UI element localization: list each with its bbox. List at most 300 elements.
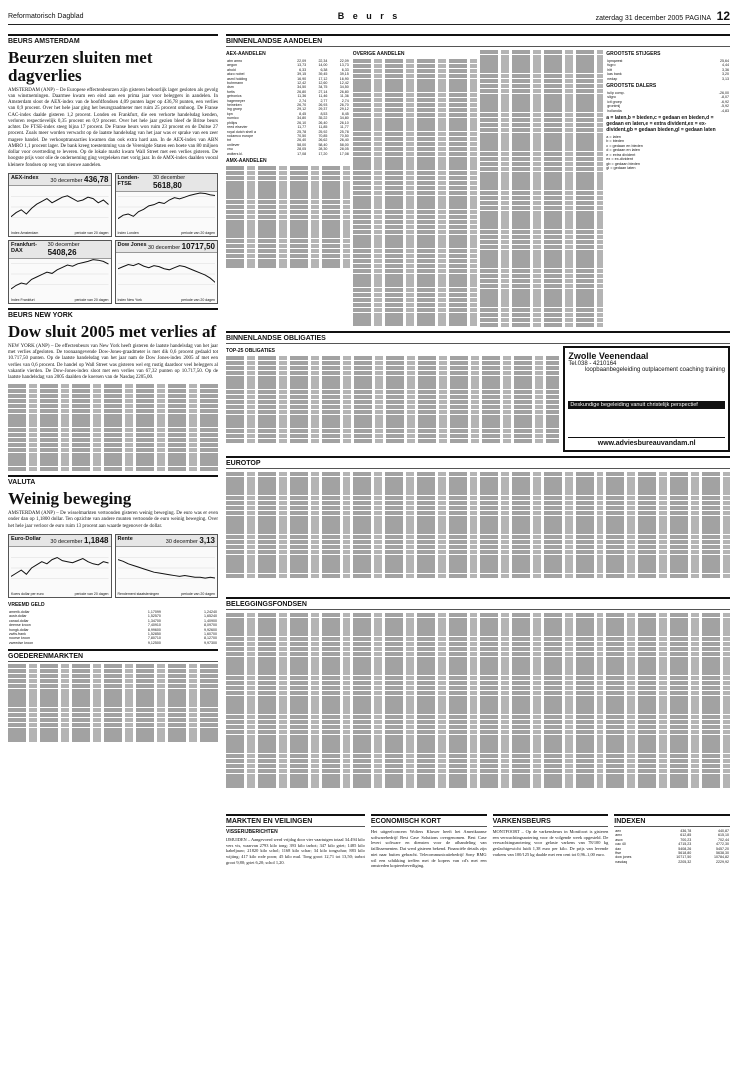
economisch-text: Het uitgeefconcern Wolters Kluwer heeft het Amerikaanse softwarebedrijf Best Case Solutions overgenomen. Best Case levert software en diensten voor de afhandeling van faillissementen. Dat werd gisteren bekend. Financiële details zijn niet naar buiten gebracht. Telecommunicatiebedrijf Sony BMG wil een schikking treffen met de kopers van cd's met een omstreden kopieerbeveiliging. (370, 829, 487, 869)
fine-print-line (480, 50, 604, 54)
fine-print-line (480, 525, 604, 529)
fine-print-line (353, 118, 477, 122)
fine-print-line (226, 778, 350, 782)
aex-row: philips 26,10 26,40 26,10 (227, 120, 349, 125)
fine-print-line (480, 730, 604, 734)
fine-print-line (480, 157, 604, 161)
fine-print-line (606, 632, 730, 636)
fine-print-line (226, 647, 350, 651)
eurotop-col-1 (226, 471, 350, 593)
right-area (226, 30, 730, 1060)
fine-print-line (226, 618, 350, 622)
fine-print-line (226, 356, 559, 360)
daler-row: tulip comp. -26,00 (607, 91, 729, 96)
amsterdam-headline: Beurzen sluiten met dagverlies (8, 48, 153, 85)
fine-print-line (480, 632, 604, 636)
fine-print-line (480, 671, 604, 675)
fine-print-line (353, 700, 477, 704)
fondsen-col-3 (480, 612, 604, 810)
fine-print-line (353, 288, 477, 292)
fine-print-line (353, 525, 477, 529)
fine-print-line (353, 98, 477, 102)
aex-row: wolters kl. 17,08 17,20 17,08 (227, 151, 349, 156)
fine-print-line (353, 764, 477, 768)
fine-print-line (606, 622, 730, 626)
chart-value: 436,78 (84, 174, 109, 184)
stijger-row: hitt 3,36 (607, 67, 729, 72)
fine-print-line (226, 361, 559, 365)
fine-print-line (606, 661, 730, 665)
chart-source: Koers dollar per euro (11, 591, 44, 596)
chart-dax (8, 240, 112, 304)
fine-print-line (606, 764, 730, 768)
fine-print-line (606, 696, 730, 700)
fine-print-line (226, 486, 350, 490)
fine-print-line (480, 744, 604, 748)
fine-print-line (480, 696, 604, 700)
fine-print-line (226, 637, 350, 641)
fine-print-line (480, 759, 604, 763)
fine-print-line (480, 128, 604, 132)
obligaties-grid (226, 346, 730, 452)
fine-print-line (226, 705, 350, 709)
fine-print-line (353, 754, 477, 758)
valuta-body: AMSTERDAM (ANP) – De wisselmarkten vertoonden gisteren weinig beweging. De euro was er even onder dan op 1,1800 dollar. Ten opzichte van andere munten vertoonde de euro weinig beweging. Over het hele jaar verloor de euro ruim 13 procent aan waarde tegenover de dollar. (8, 511, 218, 529)
fine-print-line (480, 79, 604, 83)
chart-title: Dow Jones (117, 241, 147, 248)
valuta-row: deense kroon 7,40910 8,09700 (9, 623, 217, 628)
fine-print-line (353, 215, 477, 219)
fine-print-line (480, 186, 604, 190)
fine-print-line (480, 501, 604, 505)
fine-print-line (353, 725, 477, 729)
ad-phone: Tel.038 - 4210164 (568, 361, 617, 367)
fine-print-line (480, 540, 604, 544)
fine-print-line (226, 730, 350, 734)
fine-print-line (606, 749, 730, 753)
fine-print-line (480, 289, 604, 293)
fine-print-line (353, 244, 477, 248)
fine-print-line (226, 642, 350, 646)
aex-column (226, 49, 350, 328)
fine-print-line (606, 559, 730, 563)
fine-print-line (480, 481, 604, 485)
fine-print-line (606, 739, 730, 743)
fine-print-line (480, 666, 604, 670)
chart-period: periode van 20 dagen (181, 297, 215, 302)
chart-value: 5618,80 (152, 180, 182, 190)
fine-print-line (480, 196, 604, 200)
valuta-row: austr.dollar 1,52570 1,65240 (9, 614, 217, 619)
fine-print-line (480, 681, 604, 685)
fine-print-line (606, 574, 730, 578)
aex-row: tnt 26,40 26,62 26,40 (227, 138, 349, 143)
fine-print-line (480, 108, 604, 112)
fine-print-line (480, 313, 604, 317)
fine-print-line (353, 74, 477, 78)
chart-title: AEX-index (11, 174, 39, 181)
afkorting-item: e = extra divident (606, 152, 636, 157)
fine-print-line (480, 472, 604, 476)
fine-print-line (226, 555, 350, 559)
valuta-headline: Weinig beweging (8, 489, 132, 509)
fine-print-line (480, 574, 604, 578)
fine-print-line (353, 516, 477, 520)
aex-heading: AEX-AANDELEN (226, 51, 266, 57)
fine-print-line (353, 472, 477, 476)
chart-source: Index Frankfurt (11, 297, 35, 302)
fine-print-line (226, 749, 350, 753)
fine-print-line (606, 525, 730, 529)
fine-print-line (480, 137, 604, 141)
fine-print-line (226, 395, 559, 399)
markten-heading: MARKTEN EN VEILINGEN (226, 814, 365, 827)
fine-print-line (480, 264, 604, 268)
chart-source: Rendement staatsleningen (117, 591, 160, 596)
fine-print-line (353, 501, 477, 505)
chart-date: 30 december (147, 244, 181, 251)
fine-print-line (353, 210, 477, 214)
fine-print-line (480, 754, 604, 758)
fine-print-line (606, 618, 730, 622)
fine-print-line (480, 318, 604, 322)
fine-print-line (353, 239, 477, 243)
fine-print-line (353, 574, 477, 578)
fine-print-line (606, 481, 730, 485)
fine-print-line (353, 157, 477, 161)
fine-print-line (606, 735, 730, 739)
fine-print-line (353, 196, 477, 200)
chart-value: 3,13 (199, 535, 215, 545)
fine-print-line (606, 520, 730, 524)
aex-row: dsm 34,50 34,75 34,50 (227, 85, 349, 90)
fine-print-line (226, 491, 350, 495)
fine-print-line (353, 627, 477, 631)
fine-print-line (480, 710, 604, 714)
fine-print-line (480, 778, 604, 782)
fine-print-line (480, 69, 604, 73)
varkensbeurs-heading: VARKENSBEURS (493, 814, 609, 827)
economisch-section (371, 810, 487, 869)
fine-print-line (353, 298, 477, 302)
fine-print-line (480, 506, 604, 510)
index-row: dax 5408,26 5457,20 (615, 846, 729, 851)
chart-source: Index New York (117, 297, 142, 302)
afkorting-item: c = gedaan en bieden (606, 143, 643, 148)
fine-print-line (226, 613, 350, 617)
fine-print-line (226, 696, 350, 700)
fine-print-line (353, 303, 477, 307)
amx-heading: AMX-AANDELEN (226, 157, 267, 164)
fine-print-line (353, 774, 477, 778)
fine-print-line (226, 535, 350, 539)
fine-print-line (480, 181, 604, 185)
fine-print-line (480, 564, 604, 568)
advertisement[interactable] (563, 346, 730, 452)
fine-print-line (353, 691, 477, 695)
fine-print-line (353, 661, 477, 665)
fine-print-line (226, 622, 350, 626)
fine-print-line (606, 516, 730, 520)
fine-print-line (480, 147, 604, 151)
aex-row: ahold 6,33 6,38 6,33 (227, 67, 349, 72)
fine-print-line (606, 472, 730, 476)
fine-print-line (226, 764, 350, 768)
valuta-row: zwits.frank 1,52850 1,60700 (9, 631, 217, 636)
fine-print-line (353, 564, 477, 568)
fine-print-line (606, 530, 730, 534)
markten-section (226, 810, 365, 869)
fine-print-line (353, 171, 477, 175)
chart-period: periode van 20 dagen (181, 230, 215, 235)
fine-print-line (226, 525, 350, 529)
chart-plot (118, 547, 216, 589)
fine-print-line (226, 783, 350, 787)
fine-print-line (480, 520, 604, 524)
fine-print-line (480, 176, 604, 180)
fine-print-line (606, 657, 730, 661)
fine-print-line (480, 235, 604, 239)
fine-print-line (606, 477, 730, 481)
daler-row: sligro -8,07 (607, 95, 729, 100)
fine-print-line (353, 486, 477, 490)
chart-date: 30 december (152, 174, 186, 181)
fine-print-line (353, 632, 477, 636)
chart-series-line (11, 196, 109, 217)
amsterdam-body: AMSTERDAM (ANP) – De Europese effectenbeurzen zijn gisteren behoorlijk lager gesloten als gevolg van winstnemingen. Daarmee kwam een eind aan een prima jaar voor beleggers in aandelen. In Amsterdam sloot de AEX-index van de hoofdfondsen 4,09 punten lager op 436,78 punten, een verlies van 0,9 procent. Over het hele jaar ging het beursgraadmeter met ruim 25 procent omhoog. De Franse CAC-index daalde gisteren 1,2 procent. Londen en Frankfurt, die een verkorte handelsdag kenden, verloren respectievelijk 0,35 procent en 0,9 procent. Over het hele jaar gezien bleef de Britse beurs achter. De FTSE-index steeg bijna 17 procent. De Franse beurs won ruim 23 procent en de Duitse 27 procent. Zoals meer worden verwacht op de laatste handelsdag van het jaar was er sprake van een zeer magere handel. De verkooptransacties kwamen dan ook extra hard aan. In de AEX-index van ABN AMRO 1,1 procent lager. De bank kreeg toestemming van de Verenigde Staten een boete van 80 miljoen dollar voor overtreding te leveren. Op de lokale markt kwam Wall Street met een verlies gisteren. De hoogste prijs voor olie de onderneming ging vergeleken met vorig jaar. In de AMX-index daalden vooral kleinere fondsen op weg van nieuwe aandelen. (8, 87, 218, 168)
ad-tagline: loopbaanbegeleiding outplacement coaching training (584, 367, 725, 373)
fine-print-line (353, 317, 477, 321)
fine-print-line (353, 676, 477, 680)
fine-print-line (226, 434, 559, 438)
fine-print-line (353, 783, 477, 787)
graadmeters-column (606, 49, 730, 328)
fine-print-line (606, 613, 730, 617)
fine-print-line (353, 132, 477, 136)
fine-print-line (480, 259, 604, 263)
fine-print-line (480, 749, 604, 753)
fine-print-line (480, 162, 604, 166)
fine-print-line (480, 627, 604, 631)
fine-print-line (353, 550, 477, 554)
lokale-column (480, 49, 604, 328)
chart-title: Londen-FTSE (117, 174, 140, 187)
fine-print-line (480, 491, 604, 495)
fine-print-line (353, 759, 477, 763)
fine-print-line (226, 390, 559, 394)
fine-print-line (353, 778, 477, 782)
fine-print-line (226, 501, 350, 505)
fine-print-line (353, 142, 477, 146)
fine-print-line (480, 496, 604, 500)
vreemd-geld-table (8, 610, 218, 645)
top25-heading: TOP-25 OBLIGATIES (226, 348, 275, 354)
fine-print-line (353, 705, 477, 709)
fine-print-line (353, 64, 477, 68)
fine-print-line (226, 424, 559, 428)
fondsen-col-2 (353, 612, 477, 810)
fine-print-line (480, 250, 604, 254)
fine-print-line (353, 744, 477, 748)
fine-print-line (353, 83, 477, 87)
index-row: cac 40 4715,23 4772,30 (615, 842, 729, 847)
fine-print-line (353, 283, 477, 287)
overige-filler (353, 59, 477, 326)
fine-print-line (480, 74, 604, 78)
fine-print-line (480, 167, 604, 171)
fine-print-line (226, 652, 350, 656)
valuta-row: zweedse kroon 9,12500 9,97300 (9, 640, 217, 645)
afkortingen-list (606, 135, 730, 170)
markten-text: IJMUIDEN – Aangevoerd werd vrijdag door vier vaartuigen totaal 34.494 kilo vers vis, waarvan 2793 kilo tong; 393 kilo tarbot; 347 kilo griet; 1485 kilo kabeljauw; 21820 kilo schol; 1168 kilo schar; 34 kilo tongschar; 883 kilo wijting; 417 kilo rode poon; 45 kilo mul. Tong groot 12,71 tot 13,50; tarbot groot 9,80; griet 6,20; schol 1,20. (226, 837, 365, 865)
fine-print-line (480, 323, 604, 327)
newyork-filler (8, 384, 218, 471)
fine-print-line (606, 550, 730, 554)
afkorting-item: gb = gedaan bieden (606, 161, 640, 166)
stijgers-heading: GROOTSTE STIJGERS (606, 51, 661, 57)
chart-series-line (118, 263, 216, 282)
page-number: 12 (716, 9, 731, 23)
varkensbeurs-section (493, 810, 609, 869)
obligaties-tables (226, 346, 559, 452)
fine-print-line (480, 103, 604, 107)
fine-print-line (353, 496, 477, 500)
fine-print-line (480, 225, 604, 229)
valuta-charts (8, 534, 218, 598)
chart-period: periode van 20 dagen (74, 297, 109, 302)
index-row: ascx 700,23 702,44 (615, 837, 729, 842)
aex-row: abn amro 22,09 22,34 22,09 (227, 59, 349, 63)
ad-url[interactable]: www.adviesbureauvandam.nl (568, 437, 725, 447)
fine-print-line (226, 661, 350, 665)
fine-print-line (606, 564, 730, 568)
fine-print-line (226, 439, 559, 443)
fine-print-line (226, 481, 350, 485)
chart-series-line (11, 557, 109, 576)
aex-row: asml holding 16,90 17,12 16,90 (227, 76, 349, 81)
fine-print-line (353, 696, 477, 700)
aex-row: vnu 28,05 28,30 28,05 (227, 147, 349, 152)
fine-print-line (480, 84, 604, 88)
fine-print-line (353, 225, 477, 229)
chart-plot (118, 186, 216, 228)
aex-row: royal dutch shell a 25,78 25,92 25,78 (227, 129, 349, 134)
fine-print-line (226, 725, 350, 729)
fine-print-line (353, 103, 477, 107)
fine-print-line (480, 206, 604, 210)
fine-print-line (353, 108, 477, 112)
aex-row: numico 34,80 35,22 34,80 (227, 116, 349, 121)
fine-print-line (353, 147, 477, 151)
newyork-body: NEW YORK (ANP) – De effectenbeurs van New York heeft gisteren de laatste handelsdag van het jaar met verlies afgesloten. De toonaangevende Dow-Jones-graadmeter is met dik 0,6 procent gedaald tot 10.717,50 punten. Op de laatste handelsdag van het jaar nam de Dow Jones-index 2005 af met een verlies van 0,6 procent. De handel op Wall Street was gisteren wel erg rustig daardoor veel beleggers al vakantie vierden. De Dow-Jones-index sloot met een verlies van 67,32 punten op 10.717,50. Op de laatste handelsdag van 2005 daalden de koersen van de Nasdaq 2205,00. (8, 343, 218, 381)
aex-row: buhrmann 12,42 12,60 12,42 (227, 81, 349, 86)
fine-print-line (606, 666, 730, 670)
fine-print-line (480, 550, 604, 554)
indexen-heading: INDEXEN (614, 814, 730, 827)
fine-print-line (226, 657, 350, 661)
fine-print-line (353, 671, 477, 675)
fine-print-line (480, 559, 604, 563)
fine-print-line (480, 274, 604, 278)
fine-print-line (353, 254, 477, 258)
fine-print-line (606, 545, 730, 549)
fine-print-line (480, 191, 604, 195)
chart-rente (115, 534, 219, 598)
newyork-headline: Dow sluit 2005 met verlies af (8, 321, 217, 341)
beleggingsfondsen-heading: BELEGGINGSFONDSEN (226, 597, 730, 610)
chart-title: Euro-Dollar (11, 535, 41, 542)
fine-print-line (353, 122, 477, 126)
fine-print-line (226, 720, 350, 724)
indexen-section (614, 810, 730, 869)
fine-print-line (226, 477, 350, 481)
section-name: B e u r s (337, 11, 401, 21)
fine-print-line (226, 545, 350, 549)
fine-print-line (606, 759, 730, 763)
fine-print-line (226, 530, 350, 534)
fine-print-line (353, 545, 477, 549)
fine-print-line (480, 142, 604, 146)
ad-title: Zwolle Veenendaal (568, 351, 649, 361)
fine-print-line (480, 657, 604, 661)
fine-print-line (353, 642, 477, 646)
fine-print-line (353, 666, 477, 670)
fine-print-line (606, 783, 730, 787)
goederenmarkten-heading: GOEDERENMARKTEN (8, 649, 218, 662)
fine-print-line (480, 240, 604, 244)
fine-print-line (480, 118, 604, 122)
chart-title: Frankfurt-DAX (11, 241, 37, 254)
fine-print-line (226, 385, 559, 389)
fine-print-line (353, 491, 477, 495)
fine-print-line (480, 637, 604, 641)
fine-print-line (226, 496, 350, 500)
chart-date: 30 december (50, 538, 83, 545)
fine-print-line (353, 520, 477, 524)
fine-print-line (480, 642, 604, 646)
index-row: dow jones 10717,50 10784,82 (615, 855, 729, 860)
fine-print-line (480, 303, 604, 307)
fine-print-line (353, 622, 477, 626)
fine-print-line (480, 230, 604, 234)
fine-print-line (353, 59, 477, 63)
chart-dow (115, 240, 219, 304)
fine-print-line (480, 676, 604, 680)
fine-print-line (480, 298, 604, 302)
chart-value: 10717,50 (181, 241, 215, 251)
aex-row: aegon 13,73 14,00 13,73 (227, 63, 349, 68)
fine-print-line (226, 569, 350, 573)
fine-print-line (226, 559, 350, 563)
fine-print-line (226, 429, 559, 433)
index-row: nasdaq 2205,32 2229,92 (615, 859, 729, 864)
fine-print-line (480, 764, 604, 768)
bottom-sections (226, 810, 730, 869)
fine-print-line (480, 535, 604, 539)
fine-print-line (226, 550, 350, 554)
fine-print-line (480, 89, 604, 93)
fine-print-line (480, 569, 604, 573)
fine-print-line (606, 681, 730, 685)
fine-print-line (606, 491, 730, 495)
fine-print-line (480, 486, 604, 490)
fine-print-line (353, 249, 477, 253)
obligaties-heading: BINNENLANDSE OBLIGATIES (226, 331, 730, 344)
fine-print-line (480, 700, 604, 704)
fine-print-line (226, 666, 350, 670)
chart-plot (118, 253, 216, 295)
chart-title: Rente (117, 535, 133, 542)
